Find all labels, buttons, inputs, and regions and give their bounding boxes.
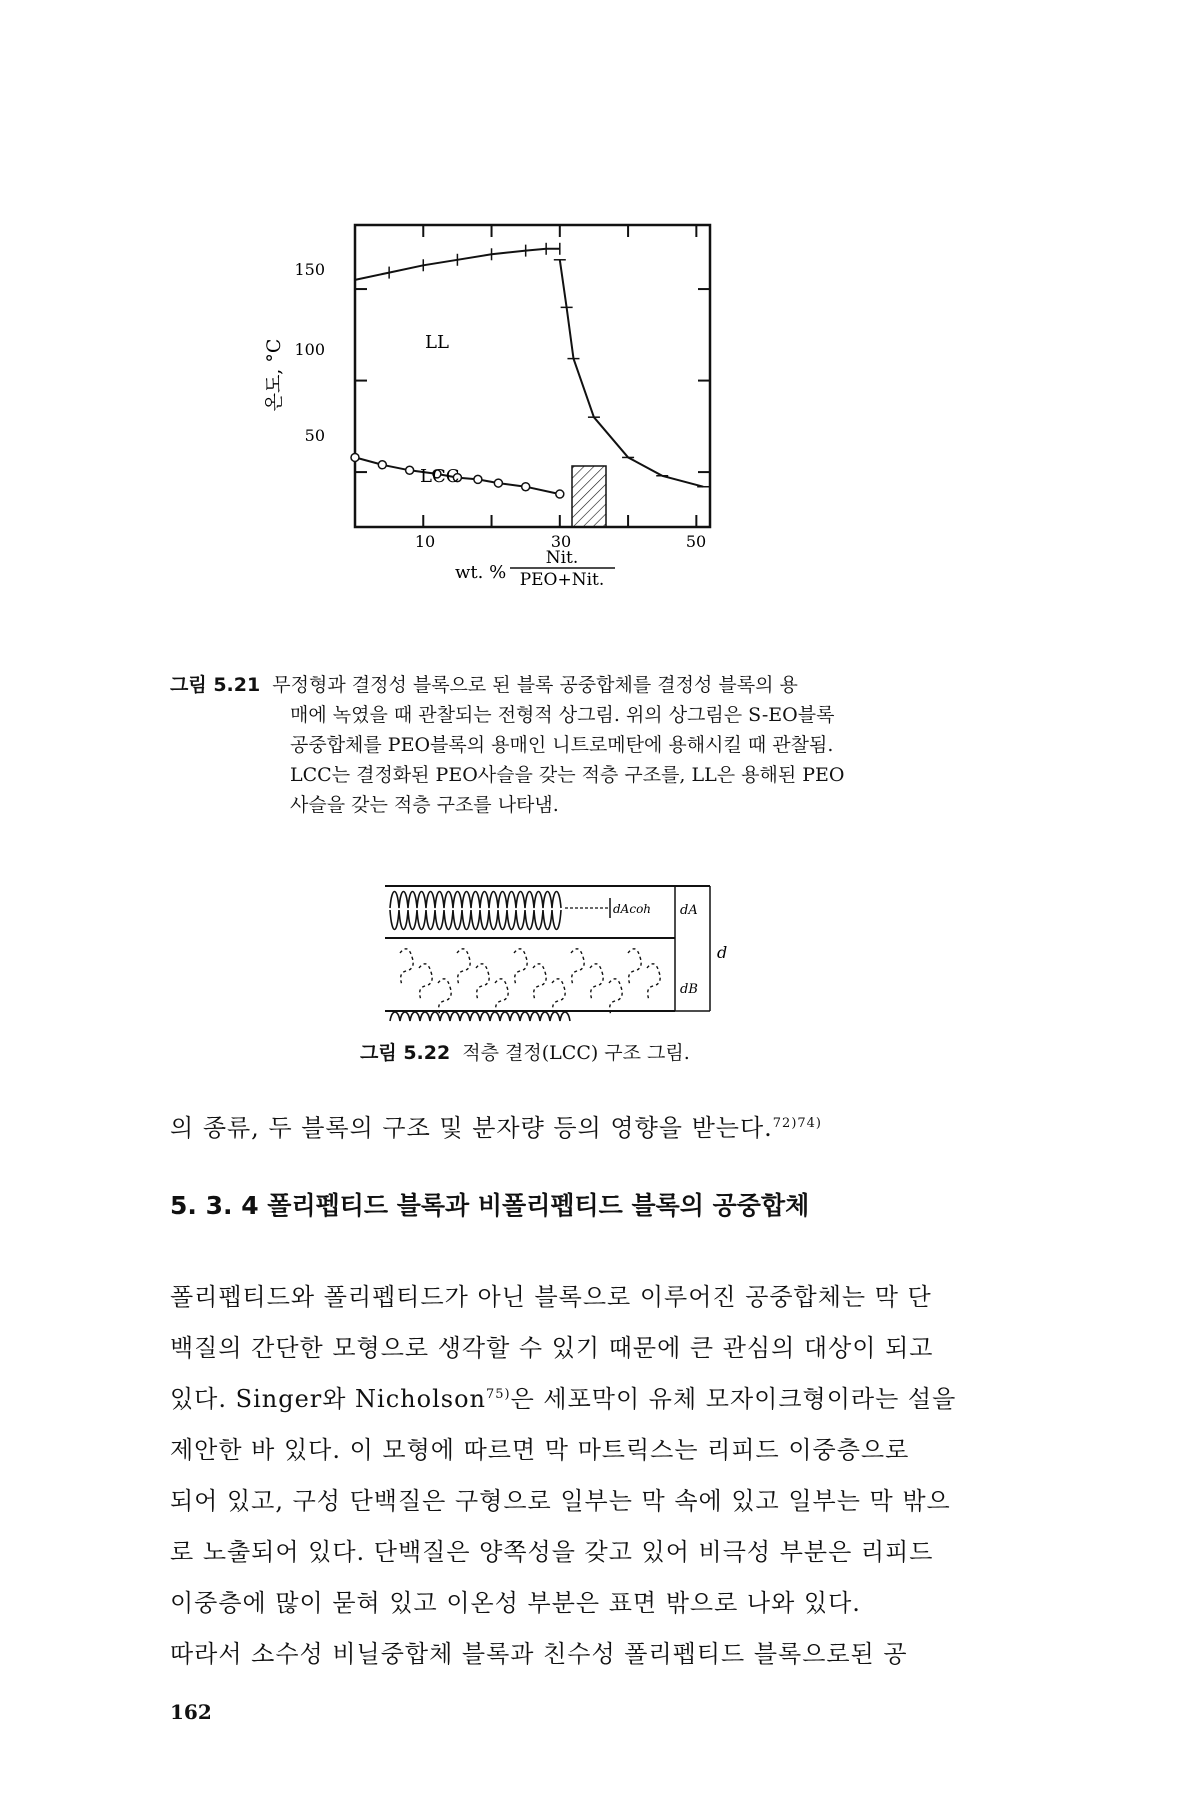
body-line: 제안한 바 있다. 이 모형에 따르면 막 마트릭스는 리피드 이중층으로 xyxy=(170,1436,910,1464)
label-d: d xyxy=(717,943,728,962)
body-text: 은 세포막이 유체 모자이크형이라는 설을 xyxy=(510,1385,957,1413)
plot-frame xyxy=(355,225,710,527)
x-tick-label: 50 xyxy=(685,532,707,551)
caption-line: 매에 녹였을 때 관찰되는 전형적 상그림. 위의 상그림은 S-EO블록 xyxy=(290,704,835,726)
lamellar-structure-figure xyxy=(385,878,805,1038)
y-tick-label: 100 xyxy=(294,340,325,359)
x-axis-label-prefix: wt. % xyxy=(455,562,507,583)
data-point xyxy=(474,475,482,483)
axis-ticks xyxy=(355,225,710,527)
caption-text: 적층 결정(LCC) 구조 그림. xyxy=(462,1042,690,1064)
data-point xyxy=(406,466,414,474)
x-axis-label-numerator: Nit. xyxy=(545,548,579,568)
data-point xyxy=(378,461,386,469)
caption-label: 그림 5.21 xyxy=(170,674,261,696)
reference-superscript: 75) xyxy=(485,1387,511,1402)
y-axis-label: 온도, °C xyxy=(263,338,285,412)
crystalline-chains-top xyxy=(390,892,561,909)
x-axis-label-denominator: PEO+Nit. xyxy=(519,570,605,590)
region-label-lcc: LCC xyxy=(420,466,460,487)
phase-boundary-line xyxy=(560,260,703,487)
phase-diagram-figure xyxy=(263,225,850,665)
y-tick-label: 150 xyxy=(294,260,325,279)
body-text: 의 종류, 두 블록의 구조 및 분자량 등의 영향을 받는다. xyxy=(170,1114,773,1142)
crystalline-chains-bottom xyxy=(390,1012,570,1021)
body-line: 폴리펩티드와 폴리펩티드가 아닌 블록으로 이루어진 공중합체는 막 단 xyxy=(170,1283,932,1311)
y-tick-label: 50 xyxy=(304,426,325,445)
body-text: 있다. Singer와 Nicholson xyxy=(170,1385,486,1413)
body-line: 백질의 간단한 모형으로 생각할 수 있기 때문에 큰 관심의 대상이 되고 xyxy=(170,1334,934,1362)
body-line: 따라서 소수성 비닐중합체 블록과 친수성 폴리펩티드 블록으로된 공 xyxy=(170,1640,908,1668)
body-line: 되어 있고, 구성 단백질은 구형으로 일부는 막 속에 있고 일부는 막 밖으 xyxy=(170,1487,951,1515)
phase-diagram-svg xyxy=(263,225,850,665)
section-heading: 5. 3. 4 폴리펩티드 블록과 비폴리펩티드 블록의 공중합체 xyxy=(170,1191,810,1220)
amorphous-coils xyxy=(400,949,660,1015)
crystalline-chains-mid xyxy=(390,910,561,930)
data-point xyxy=(494,479,502,487)
data-point xyxy=(351,453,359,461)
caption-line: 사슬을 갖는 적층 구조를 나타냄. xyxy=(290,794,559,816)
data-point xyxy=(556,490,564,498)
data-point xyxy=(522,483,530,491)
page-number: 162 xyxy=(170,1700,212,1724)
reference-superscript: 72)74) xyxy=(772,1116,823,1131)
caption-line: LCC는 결정화된 PEO사슬을 갖는 적층 구조를, LL은 용해된 PEO xyxy=(290,764,845,786)
hatched-region xyxy=(572,466,606,527)
body-line xyxy=(170,1108,1040,1143)
x-tick-label: 10 xyxy=(414,532,436,551)
figure-5-22-caption xyxy=(360,1038,690,1068)
caption-label: 그림 5.22 xyxy=(360,1042,451,1064)
body-line: 로 노출되어 있다. 단백질은 양쪽성을 갖고 있어 비극성 부분은 리피드 xyxy=(170,1538,934,1566)
body-line: 이중층에 많이 묻혀 있고 이온성 부분은 표면 밖으로 나와 있다. xyxy=(170,1589,861,1617)
label-dacoh: dAcoh xyxy=(613,902,652,916)
lamellar-structure-svg xyxy=(385,878,805,1038)
phase-boundaries xyxy=(351,243,709,498)
label-da: dA xyxy=(680,903,698,918)
label-db: dB xyxy=(680,982,698,997)
x-tick-label: 30 xyxy=(550,532,572,551)
region-label-ll: LL xyxy=(425,332,449,353)
body-line xyxy=(170,1379,1040,1414)
caption-line: 공중합체를 PEO블록의 용매인 니트로메탄에 용해시킬 때 관찰됨. xyxy=(290,734,834,756)
caption-line: 무정형과 결정성 블록으로 된 블록 공중합체를 결정성 블록의 용 xyxy=(272,674,798,696)
figure-5-21-caption xyxy=(170,670,1040,820)
